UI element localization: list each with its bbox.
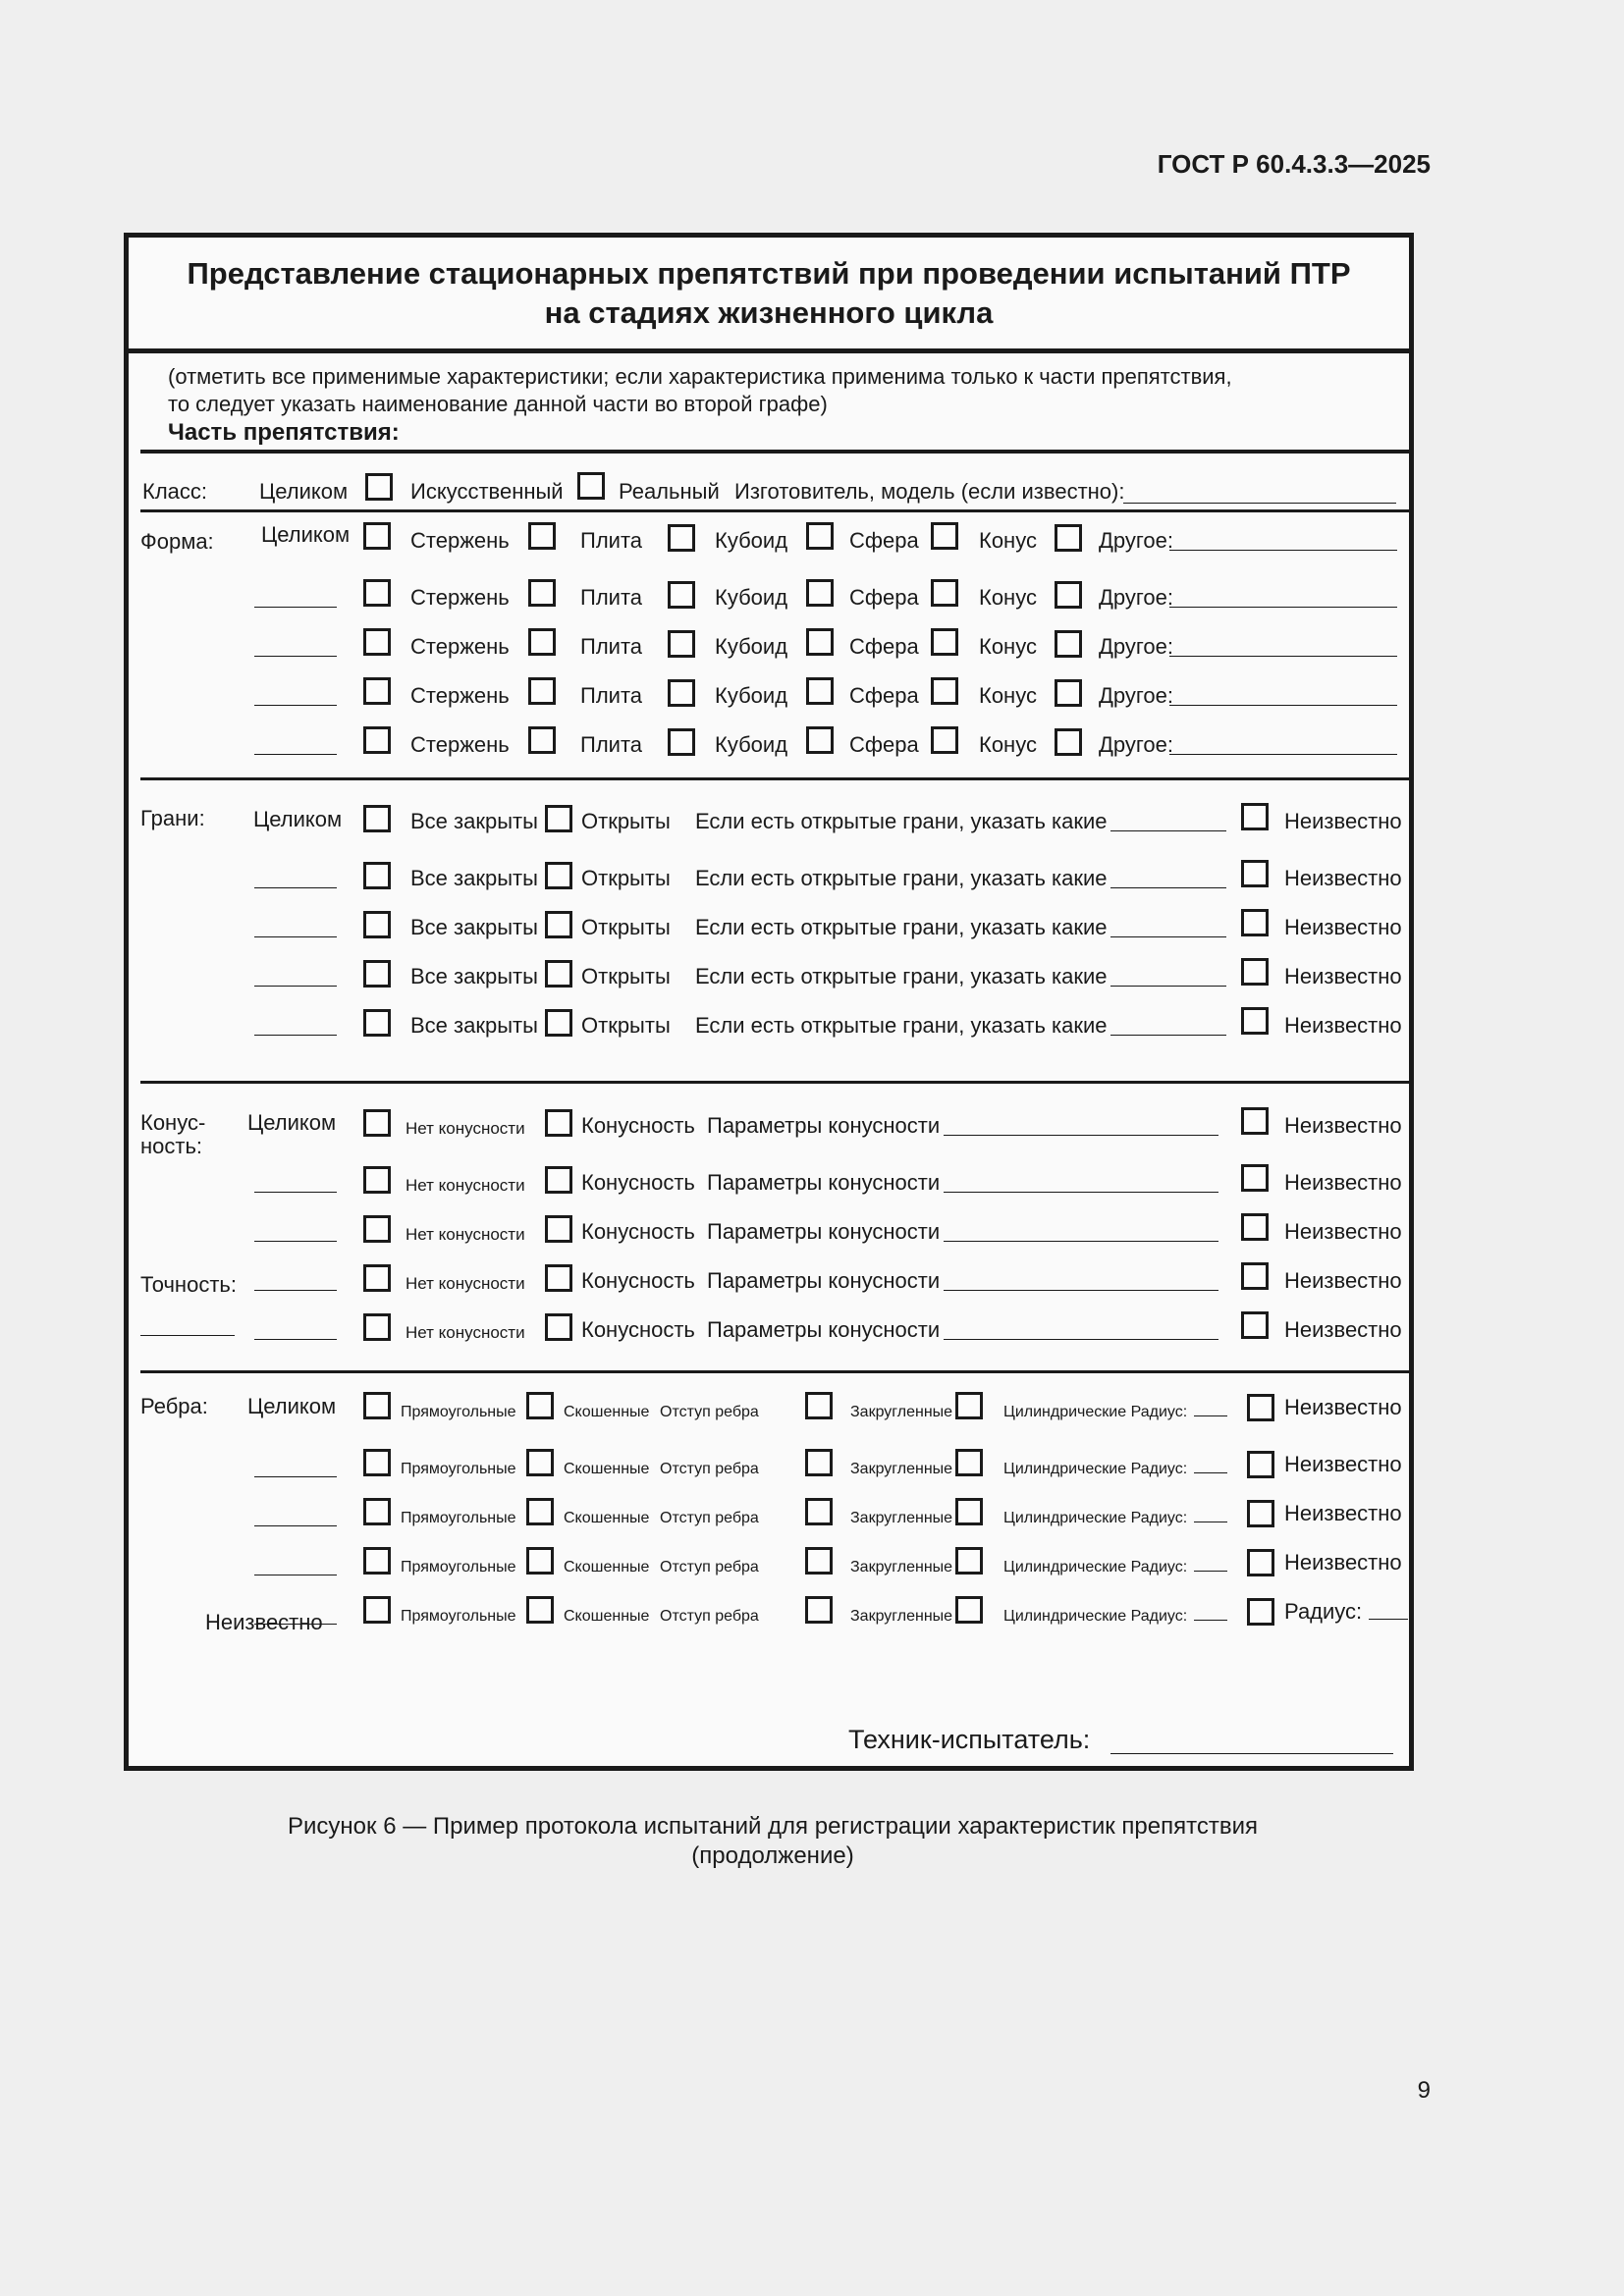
class-whole-label: Целиком xyxy=(259,479,349,504)
test-report-form xyxy=(124,233,1414,1771)
taper-row-4-no-taper-checkbox[interactable] xyxy=(545,1264,572,1292)
faces-row-5-whole-checkbox[interactable] xyxy=(363,1009,391,1037)
edges-part-name-field[interactable] xyxy=(254,1476,337,1477)
faces-row-1-unknown-label: Неизвестно xyxy=(1284,809,1402,833)
accuracy-field[interactable] xyxy=(140,1335,235,1336)
edges-row-5-whole-checkbox[interactable] xyxy=(363,1596,391,1624)
shape-row-3-cuboid-label: Кубоид xyxy=(715,634,788,659)
form-title-line2: на стадиях жизненного цикла xyxy=(544,295,994,330)
faces-row-1-open-label: Открыты xyxy=(581,809,671,833)
edges-row-2-rounded-checkbox[interactable] xyxy=(955,1449,983,1476)
shape-row-5-rod-checkbox[interactable] xyxy=(528,726,556,754)
edges-row-2-cyl-label: Цилиндрические Радиус: xyxy=(1003,1461,1188,1477)
shape-row-1-cone-checkbox[interactable] xyxy=(1055,524,1082,552)
taper-row-1-params-field[interactable] xyxy=(944,1135,1218,1136)
edges-row-3-rounded-label: Закругленные xyxy=(850,1510,953,1526)
shape-row-5-cuboid-label: Кубоид xyxy=(715,732,788,757)
faces-row-3-unknown-label: Неизвестно xyxy=(1284,915,1402,939)
taper-row-5-taper-label: Конусность xyxy=(581,1317,695,1342)
edges-row-3-rounded-checkbox[interactable] xyxy=(955,1498,983,1525)
faces-part-name-field[interactable] xyxy=(254,936,337,937)
shape-row-3-rod-checkbox[interactable] xyxy=(528,628,556,656)
faces-row-2-open-label: Открыты xyxy=(581,866,671,890)
edges-row-1-offset-label: Отступ ребра xyxy=(660,1404,759,1420)
page-number: 9 xyxy=(1417,2077,1431,2104)
shape-row-3-cuboid-checkbox[interactable] xyxy=(806,628,834,656)
faces-row-3-all-closed-checkbox[interactable] xyxy=(545,911,572,938)
edges-row-2-unknown-checkbox[interactable] xyxy=(1247,1451,1274,1478)
edges-row-3-rect-checkbox[interactable] xyxy=(526,1498,554,1525)
shape-row-5-other-field[interactable] xyxy=(1169,754,1397,755)
shape-row-4-cone-checkbox[interactable] xyxy=(1055,679,1082,707)
edges-row-5-cyl-label: Цилиндрические Радиус: xyxy=(1003,1608,1188,1625)
shape-row-2-plate-checkbox[interactable] xyxy=(668,581,695,609)
taper-row-4-params-label: Параметры конусности xyxy=(707,1268,941,1293)
shape-row-2-cone-label: Конус xyxy=(979,585,1037,610)
edges-row-5-bevel-label: Скошенные xyxy=(564,1608,650,1625)
edges-row-1-bevel-label: Скошенные xyxy=(564,1404,650,1420)
shape-row-3-cone-checkbox[interactable] xyxy=(1055,630,1082,658)
faces-row-5-open-faces-field[interactable] xyxy=(1110,1035,1226,1036)
shape-row-4-plate-checkbox[interactable] xyxy=(668,679,695,707)
technician-signature-field[interactable] xyxy=(1110,1753,1393,1754)
shape-row-5-sphere-label: Сфера xyxy=(849,732,919,757)
shape-row-1-rod-label: Стержень xyxy=(410,528,510,553)
taper-row-3-taper-label: Конусность xyxy=(581,1219,695,1244)
figure-caption xyxy=(0,1812,1545,1871)
taper-row-3-no-taper-label: Нет конусности xyxy=(406,1225,525,1244)
edges-row-2-radius-field[interactable] xyxy=(1194,1472,1227,1473)
edges-row-3-rect-label: Прямоугольные xyxy=(401,1510,516,1526)
shape-row-1-plate-label: Плита xyxy=(580,528,643,553)
shape-row-4-cuboid-checkbox[interactable] xyxy=(806,677,834,705)
edges-row-4-radius-field[interactable] xyxy=(1194,1571,1227,1572)
taper-row-4-unknown-checkbox[interactable] xyxy=(1241,1262,1269,1290)
class-real-label: Реальный xyxy=(619,479,720,504)
edges-row-4-rounded-label: Закругленные xyxy=(850,1559,953,1575)
form-title xyxy=(129,238,1409,353)
faces-row-4-open-faces-field[interactable] xyxy=(1110,986,1226,987)
faces-whole-label: Целиком xyxy=(253,807,343,831)
technician-label: Техник-испытатель: xyxy=(848,1725,1091,1754)
shape-row-1-plate-checkbox[interactable] xyxy=(668,524,695,552)
shape-row-1-cone-label: Конус xyxy=(979,528,1037,553)
taper-part-name-field[interactable] xyxy=(254,1339,337,1340)
class-label: Класс: xyxy=(142,479,207,504)
taper-row-2-taper-label: Конусность xyxy=(581,1170,695,1195)
taper-row-5-no-taper-label: Нет конусности xyxy=(406,1323,525,1342)
taper-row-5-unknown-label: Неизвестно xyxy=(1284,1317,1402,1342)
shape-row-4-rod-checkbox[interactable] xyxy=(528,677,556,705)
faces-row-1-open-faces-field[interactable] xyxy=(1110,830,1226,831)
faces-row-1-whole-checkbox[interactable] xyxy=(363,805,391,832)
shape-row-2-cuboid-checkbox[interactable] xyxy=(806,579,834,607)
faces-row-1-if-open-label: Если есть открытые грани, указать какие xyxy=(695,809,1108,833)
shape-row-5-cuboid-checkbox[interactable] xyxy=(806,726,834,754)
edges-row-1-rect-checkbox[interactable] xyxy=(526,1392,554,1419)
taper-row-5-whole-checkbox[interactable] xyxy=(363,1313,391,1341)
edges-row-1-unknown-checkbox[interactable] xyxy=(1247,1394,1274,1421)
shape-row-4-other-field[interactable] xyxy=(1169,705,1397,706)
shape-part-name-field[interactable] xyxy=(254,656,337,657)
shape-row-1-whole-checkbox[interactable] xyxy=(363,522,391,550)
shape-row-4-other-label: Другое: xyxy=(1099,683,1174,708)
taper-row-2-whole-checkbox[interactable] xyxy=(363,1166,391,1194)
edges-row-2-whole-checkbox[interactable] xyxy=(363,1449,391,1476)
taper-part-name-field[interactable] xyxy=(254,1241,337,1242)
shape-whole-label: Целиком xyxy=(261,522,351,547)
edges-row-5-radius-label: Радиус: xyxy=(1284,1599,1363,1624)
document-code: ГОСТ Р 60.4.3.3—2025 xyxy=(1157,149,1431,179)
edges-row-5-rounded-label: Закругленные xyxy=(850,1608,953,1625)
shape-label: Форма: xyxy=(140,529,214,554)
faces-row-3-open-faces-field[interactable] xyxy=(1110,936,1226,937)
faces-row-2-unknown-checkbox[interactable] xyxy=(1241,860,1269,887)
edges-row-1-unknown-label: Неизвестно xyxy=(1284,1395,1402,1419)
shape-row-3-rod-label: Стержень xyxy=(410,634,510,659)
shape-row-1-other-label: Другое: xyxy=(1099,528,1174,553)
divider xyxy=(140,1370,1409,1373)
taper-row-3-params-label: Параметры конусности xyxy=(707,1219,941,1244)
faces-row-1-unknown-checkbox[interactable] xyxy=(1241,803,1269,830)
edges-row-5-radius-field[interactable] xyxy=(1194,1620,1227,1621)
taper-row-2-unknown-checkbox[interactable] xyxy=(1241,1164,1269,1192)
faces-row-5-all-closed-checkbox[interactable] xyxy=(545,1009,572,1037)
taper-row-1-unknown-label: Неизвестно xyxy=(1284,1113,1402,1138)
faces-row-5-open-label: Открыты xyxy=(581,1013,671,1038)
edges-row-2-rounded-label: Закругленные xyxy=(850,1461,953,1477)
edges-row-4-offset-label: Отступ ребра xyxy=(660,1559,759,1575)
shape-part-name-field[interactable] xyxy=(254,705,337,706)
faces-row-4-all-closed-checkbox[interactable] xyxy=(545,960,572,988)
accuracy-label: Точность: xyxy=(140,1272,237,1297)
faces-part-name-field[interactable] xyxy=(254,1035,337,1036)
faces-row-2-whole-checkbox[interactable] xyxy=(363,862,391,889)
edges-row-3-unknown-label: Неизвестно xyxy=(1284,1501,1402,1525)
edges-row-5-unknown-checkbox[interactable] xyxy=(1247,1598,1274,1626)
class-whole-checkbox[interactable] xyxy=(365,473,393,501)
faces-row-4-all-closed-label: Все закрыты xyxy=(410,964,538,988)
divider xyxy=(140,777,1409,780)
edges-row-2-bevel-label: Скошенные xyxy=(564,1461,650,1477)
shape-row-2-whole-checkbox[interactable] xyxy=(363,579,391,607)
faces-row-4-whole-checkbox[interactable] xyxy=(363,960,391,988)
edges-row-4-cyl-label: Цилиндрические Радиус: xyxy=(1003,1559,1188,1575)
edges-row-4-offset-checkbox[interactable] xyxy=(805,1547,833,1575)
shape-row-3-other-field[interactable] xyxy=(1169,656,1397,657)
taper-part-name-field[interactable] xyxy=(254,1192,337,1193)
taper-row-1-unknown-checkbox[interactable] xyxy=(1241,1107,1269,1135)
shape-row-2-cuboid-label: Кубоид xyxy=(715,585,788,610)
shape-row-3-plate-checkbox[interactable] xyxy=(668,630,695,658)
edges-unknown-bottom-label: Неизвестно xyxy=(205,1610,323,1634)
taper-row-3-unknown-checkbox[interactable] xyxy=(1241,1213,1269,1241)
faces-label: Грани: xyxy=(140,806,205,830)
taper-row-1-whole-checkbox[interactable] xyxy=(363,1109,391,1137)
shape-row-5-whole-checkbox[interactable] xyxy=(363,726,391,754)
faces-row-5-all-closed-label: Все закрыты xyxy=(410,1013,538,1038)
edges-row-2-offset-checkbox[interactable] xyxy=(805,1449,833,1476)
shape-row-1-other-field[interactable] xyxy=(1169,550,1397,551)
faces-row-4-unknown-label: Неизвестно xyxy=(1284,964,1402,988)
class-artificial-label: Искусственный xyxy=(410,479,564,504)
manufacturer-label: Изготовитель, модель (если известно): xyxy=(734,479,1125,504)
caption-line2: (продолжение) xyxy=(691,1842,854,1869)
shape-row-3-sphere-checkbox[interactable] xyxy=(931,628,958,656)
faces-row-3-all-closed-label: Все закрыты xyxy=(410,915,538,939)
edges-row-5-end-radius-field[interactable] xyxy=(1369,1619,1408,1620)
edges-part-name-field[interactable] xyxy=(254,1525,337,1526)
divider xyxy=(140,1081,1409,1084)
taper-row-2-no-taper-checkbox[interactable] xyxy=(545,1166,572,1194)
edges-row-1-whole-checkbox[interactable] xyxy=(363,1392,391,1419)
edges-row-3-offset-checkbox[interactable] xyxy=(805,1498,833,1525)
shape-row-3-sphere-label: Сфера xyxy=(849,634,919,659)
edges-row-3-offset-label: Отступ ребра xyxy=(660,1510,759,1526)
taper-row-4-params-field[interactable] xyxy=(944,1290,1218,1291)
faces-row-4-open-label: Открыты xyxy=(581,964,671,988)
shape-row-2-other-label: Другое: xyxy=(1099,585,1174,610)
shape-row-5-cone-checkbox[interactable] xyxy=(1055,728,1082,756)
faces-row-3-open-label: Открыты xyxy=(581,915,671,939)
taper-row-5-unknown-checkbox[interactable] xyxy=(1241,1311,1269,1339)
edges-row-3-bevel-label: Скошенные xyxy=(564,1510,650,1526)
class-artificial-checkbox[interactable] xyxy=(577,472,605,500)
shape-row-5-plate-checkbox[interactable] xyxy=(668,728,695,756)
taper-row-5-params-field[interactable] xyxy=(944,1339,1218,1340)
taper-row-5-no-taper-checkbox[interactable] xyxy=(545,1313,572,1341)
shape-row-1-cuboid-label: Кубоид xyxy=(715,528,788,553)
shape-row-4-cuboid-label: Кубоид xyxy=(715,683,788,708)
shape-row-4-sphere-label: Сфера xyxy=(849,683,919,708)
edges-row-4-rect-label: Прямоугольные xyxy=(401,1559,516,1575)
edges-row-5-offset-label: Отступ ребра xyxy=(660,1608,759,1625)
shape-row-2-sphere-checkbox[interactable] xyxy=(931,579,958,607)
shape-row-2-sphere-label: Сфера xyxy=(849,585,919,610)
edges-row-3-cyl-label: Цилиндрические Радиус: xyxy=(1003,1510,1188,1526)
taper-row-3-unknown-label: Неизвестно xyxy=(1284,1219,1402,1244)
taper-row-4-no-taper-label: Нет конусности xyxy=(406,1274,525,1293)
taper-row-1-no-taper-label: Нет конусности xyxy=(406,1119,525,1138)
faces-row-4-if-open-label: Если есть открытые грани, указать какие xyxy=(695,964,1108,988)
shape-row-5-other-label: Другое: xyxy=(1099,732,1174,757)
shape-row-2-other-field[interactable] xyxy=(1169,607,1397,608)
taper-row-2-unknown-label: Неизвестно xyxy=(1284,1170,1402,1195)
divider xyxy=(140,509,1409,512)
edges-row-1-offset-checkbox[interactable] xyxy=(805,1392,833,1419)
shape-row-1-rod-checkbox[interactable] xyxy=(528,522,556,550)
taper-row-1-taper-label: Конусность xyxy=(581,1113,695,1138)
edges-row-4-unknown-label: Неизвестно xyxy=(1284,1550,1402,1575)
taper-label-line1: Конус- xyxy=(140,1110,206,1135)
edges-row-5-offset-checkbox[interactable] xyxy=(805,1596,833,1624)
shape-row-2-plate-label: Плита xyxy=(580,585,643,610)
shape-row-3-cone-label: Конус xyxy=(979,634,1037,659)
edges-row-5-rect-label: Прямоугольные xyxy=(401,1608,516,1625)
shape-part-name-field[interactable] xyxy=(254,607,337,608)
faces-row-2-if-open-label: Если есть открытые грани, указать какие xyxy=(695,866,1108,890)
taper-whole-label: Целиком xyxy=(247,1110,337,1135)
edges-row-5-rect-checkbox[interactable] xyxy=(526,1596,554,1624)
edges-whole-label: Целиком xyxy=(247,1394,337,1418)
edges-row-4-rounded-checkbox[interactable] xyxy=(955,1547,983,1575)
taper-row-1-params-label: Параметры конусности xyxy=(707,1113,941,1138)
taper-row-4-taper-label: Конусность xyxy=(581,1268,695,1293)
edges-row-5-rounded-checkbox[interactable] xyxy=(955,1596,983,1624)
edges-row-2-unknown-label: Неизвестно xyxy=(1284,1452,1402,1476)
taper-row-2-no-taper-label: Нет конусности xyxy=(406,1176,525,1195)
edges-row-1-rounded-label: Закругленные xyxy=(850,1404,953,1420)
manufacturer-field[interactable] xyxy=(1123,503,1396,504)
shape-row-2-cone-checkbox[interactable] xyxy=(1055,581,1082,609)
taper-row-1-no-taper-checkbox[interactable] xyxy=(545,1109,572,1137)
faces-row-5-unknown-label: Неизвестно xyxy=(1284,1013,1402,1038)
caption-line1: Рисунок 6 — Пример протокола испытаний для регистрации характеристик препятствия xyxy=(288,1813,1258,1840)
instruction-line2: то следует указать наименование данной части во второй графе) xyxy=(168,392,828,416)
faces-row-1-all-closed-label: Все закрыты xyxy=(410,809,538,833)
shape-row-1-sphere-checkbox[interactable] xyxy=(931,522,958,550)
faces-row-2-all-closed-checkbox[interactable] xyxy=(545,862,572,889)
shape-row-4-sphere-checkbox[interactable] xyxy=(931,677,958,705)
faces-row-3-unknown-checkbox[interactable] xyxy=(1241,909,1269,936)
taper-row-5-params-label: Параметры конусности xyxy=(707,1317,941,1342)
shape-row-3-whole-checkbox[interactable] xyxy=(363,628,391,656)
faces-row-1-all-closed-checkbox[interactable] xyxy=(545,805,572,832)
edges-row-4-unknown-checkbox[interactable] xyxy=(1247,1549,1274,1576)
shape-row-1-cuboid-checkbox[interactable] xyxy=(806,522,834,550)
taper-row-3-params-field[interactable] xyxy=(944,1241,1218,1242)
edges-part-name-field[interactable] xyxy=(254,1624,337,1625)
faces-part-name-field[interactable] xyxy=(254,887,337,888)
edges-row-1-cyl-label: Цилиндрические Радиус: xyxy=(1003,1404,1188,1420)
edges-row-1-rect-label: Прямоугольные xyxy=(401,1404,516,1420)
form-title-line1: Представление стационарных препятствий при проведении испытаний ПТР xyxy=(187,256,1351,291)
edges-row-2-rect-label: Прямоугольные xyxy=(401,1461,516,1477)
shape-row-5-cone-label: Конус xyxy=(979,732,1037,757)
faces-row-5-unknown-checkbox[interactable] xyxy=(1241,1007,1269,1035)
shape-row-5-sphere-checkbox[interactable] xyxy=(931,726,958,754)
edges-row-1-rounded-checkbox[interactable] xyxy=(955,1392,983,1419)
part-heading: Часть препятствия: xyxy=(168,419,400,446)
taper-part-name-field[interactable] xyxy=(254,1290,337,1291)
taper-row-2-params-field[interactable] xyxy=(944,1192,1218,1193)
edges-row-1-radius-field[interactable] xyxy=(1194,1415,1227,1416)
shape-row-1-sphere-label: Сфера xyxy=(849,528,919,553)
shape-row-3-plate-label: Плита xyxy=(580,634,643,659)
edges-row-4-bevel-label: Скошенные xyxy=(564,1559,650,1575)
taper-row-4-unknown-label: Неизвестно xyxy=(1284,1268,1402,1293)
faces-row-5-if-open-label: Если есть открытые грани, указать какие xyxy=(695,1013,1108,1038)
divider xyxy=(140,450,1409,454)
taper-row-3-no-taper-checkbox[interactable] xyxy=(545,1215,572,1243)
shape-row-2-rod-label: Стержень xyxy=(410,585,510,610)
shape-row-4-whole-checkbox[interactable] xyxy=(363,677,391,705)
shape-row-2-rod-checkbox[interactable] xyxy=(528,579,556,607)
edges-row-4-whole-checkbox[interactable] xyxy=(363,1547,391,1575)
faces-row-3-if-open-label: Если есть открытые грани, указать какие xyxy=(695,915,1108,939)
shape-row-4-cone-label: Конус xyxy=(979,683,1037,708)
shape-row-4-rod-label: Стержень xyxy=(410,683,510,708)
faces-row-2-open-faces-field[interactable] xyxy=(1110,887,1226,888)
faces-row-4-unknown-checkbox[interactable] xyxy=(1241,958,1269,986)
shape-row-5-plate-label: Плита xyxy=(580,732,643,757)
edges-row-3-whole-checkbox[interactable] xyxy=(363,1498,391,1525)
edges-row-4-rect-checkbox[interactable] xyxy=(526,1547,554,1575)
edges-row-3-unknown-checkbox[interactable] xyxy=(1247,1500,1274,1527)
shape-row-5-rod-label: Стержень xyxy=(410,732,510,757)
edges-row-2-rect-checkbox[interactable] xyxy=(526,1449,554,1476)
faces-row-2-unknown-label: Неизвестно xyxy=(1284,866,1402,890)
taper-label-line2: ность: xyxy=(140,1134,203,1158)
taper-row-3-whole-checkbox[interactable] xyxy=(363,1215,391,1243)
faces-row-2-all-closed-label: Все закрыты xyxy=(410,866,538,890)
shape-row-4-plate-label: Плита xyxy=(580,683,643,708)
instruction-line1: (отметить все применимые характеристики; если характеристика применима только к части препятствия, xyxy=(168,364,1232,389)
taper-row-2-params-label: Параметры конусности xyxy=(707,1170,941,1195)
faces-row-3-whole-checkbox[interactable] xyxy=(363,911,391,938)
edges-label: Ребра: xyxy=(140,1394,208,1418)
taper-row-4-whole-checkbox[interactable] xyxy=(363,1264,391,1292)
shape-part-name-field[interactable] xyxy=(254,754,337,755)
shape-row-3-other-label: Другое: xyxy=(1099,634,1174,659)
faces-part-name-field[interactable] xyxy=(254,986,337,987)
edges-row-2-offset-label: Отступ ребра xyxy=(660,1461,759,1477)
